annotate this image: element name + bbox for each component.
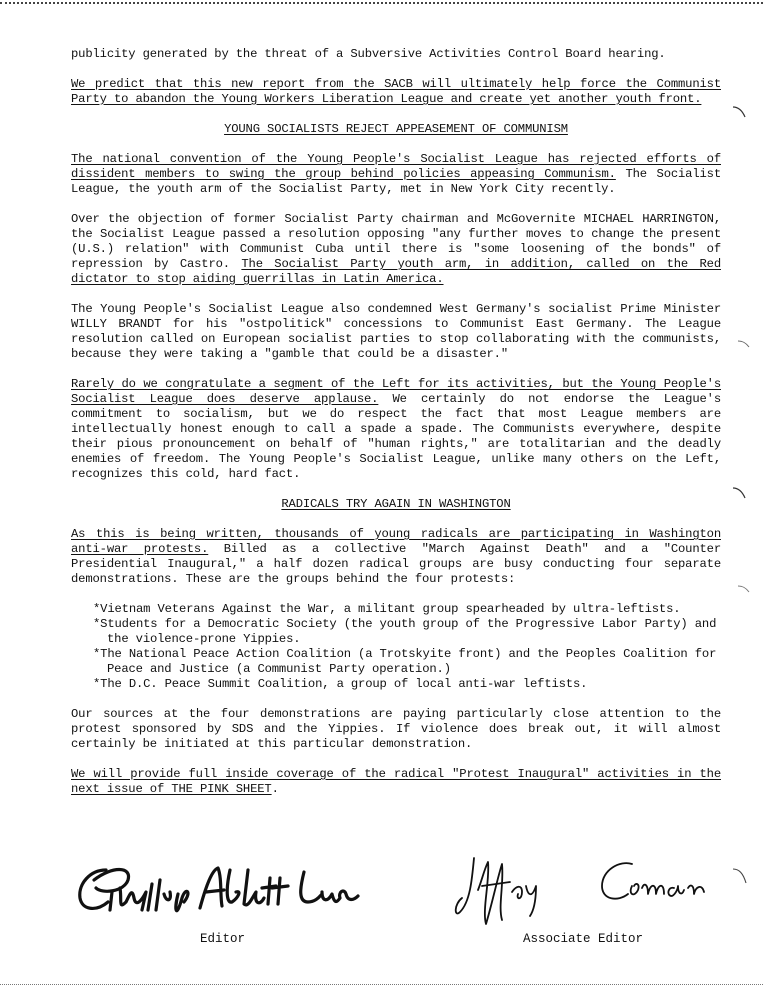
s1-paragraph-4 — [71, 377, 721, 482]
s1-p1-underlined: The national convention of the Young People's Socialist League has rejected efforts of dissident members to swing the group behind policies appeasing Communism. — [71, 152, 721, 181]
section-heading-radicals: RADICALS TRY AGAIN IN WASHINGTON — [281, 497, 511, 511]
page-bottom-edge-rule — [0, 984, 763, 985]
newsletter-body — [71, 47, 721, 812]
s1-paragraph-1 — [71, 152, 721, 197]
s2-p1-underlined: As this is being written, thousands of young radicals are participating in Washington anti-war protests. — [71, 527, 721, 556]
associate-editor-title: Associate Editor — [523, 932, 644, 946]
s1-paragraph-2 — [71, 212, 721, 287]
margin-tick-mark — [737, 337, 753, 353]
editor-title: Editor — [200, 932, 246, 946]
s2-paragraph-1 — [71, 527, 721, 587]
s2-p3-underlined: We will provide full inside coverage of the radical "Protest Inaugural" activities in the next issue of THE PINK SHEET — [71, 767, 721, 796]
s1-p2-underlined: The Socialist Party youth arm, in addition, called on the Red dictator to stop aiding guerrillas in Latin America. — [71, 257, 721, 286]
s1-p2-text: Over the objection of former Socialist Party chairman and McGovernite MICHAEL HARRINGTON, the Socialist League passed a resolution opposing "any further moves to change the present (U.S.) relation" with Communist Cuba until there is "some loosening of the bonds" of repression by Castro. — [71, 212, 721, 271]
opening-fragment: publicity generated by the threat of a Subversive Activities Control Board hearing. — [71, 47, 666, 61]
section-heading-young-socialists: YOUNG SOCIALISTS REJECT APPEASEMENT OF COMMUNISM — [224, 122, 568, 136]
list-item: *Students for a Democratic Society (the youth group of the Progressive Labor Party) and the violence-prone Yippies. — [93, 617, 717, 646]
s1-paragraph-3: The Young People's Socialist League also condemned West Germany's socialist Prime Minister WILLY BRANDT for his "ostpolitick" concessions to Communist East Germany. The League resolution called on European socialist parties to stop collaborating with the communists, because they were taking a "gamble that could be a disaster." — [71, 302, 721, 361]
s1-p4-underlined: Rarely do we congratulate a segment of the Left for its activities, but the Young People's Socialist League does deserve applause. — [71, 377, 721, 406]
page-top-edge-rule — [0, 2, 763, 4]
signature-block — [0, 850, 763, 960]
s1-p4-rest: We certainly do not endorse the League's commitment to socialism, but we do respect the fact that most League members are intellectually honest enough to call a spade a spade. The Communists everywhere, despite their pious pronouncement on behalf of "human rights," are totalitarian and the deadly enemies of freedom. The Young People's Socialist League, unlike many others on the Left, recognizes this cold, hard fact. — [71, 392, 722, 481]
protest-groups-list — [71, 602, 721, 692]
s2-p3-rest: . — [271, 782, 279, 796]
associate-editor-signature — [452, 850, 712, 932]
list-item: *The National Peace Action Coalition (a Trotskyite front) and the Peoples Coalition for Peace and Justice (a Communist Party operation.) — [93, 647, 717, 676]
prediction-underlined: We predict that this new report from the SACB will ultimately help force the Communist Party to abandon the Young Workers Liberation League and create yet another youth front. — [71, 77, 721, 106]
editor-signature — [72, 858, 362, 928]
margin-tick-mark — [732, 104, 748, 120]
margin-tick-mark — [737, 582, 753, 598]
margin-tick-mark — [732, 485, 748, 501]
s2-paragraph-2: Our sources at the four demonstrations are paying particularly close attention to the protest sponsored by SDS and the Yippies. If violence does break out, it will almost certainly be initiated at this particular demonstration. — [71, 707, 721, 751]
list-item: *The D.C. Peace Summit Coalition, a group of local anti-war leftists. — [93, 677, 588, 691]
s1-p1-rest: The Socialist League, the youth arm of the Socialist Party, met in New York City recently. — [71, 167, 721, 196]
s2-p1-rest: Billed as a collective "March Against Death" and a "Counter Presidential Inaugural," a half dozen radical groups are busy conducting four separate demonstrations. These are the groups behind the four protests: — [71, 542, 721, 586]
prediction-paragraph — [71, 77, 721, 107]
list-item: *Vietnam Veterans Against the War, a militant group spearheaded by ultra-leftists. — [93, 602, 681, 616]
s2-paragraph-3 — [71, 767, 721, 797]
